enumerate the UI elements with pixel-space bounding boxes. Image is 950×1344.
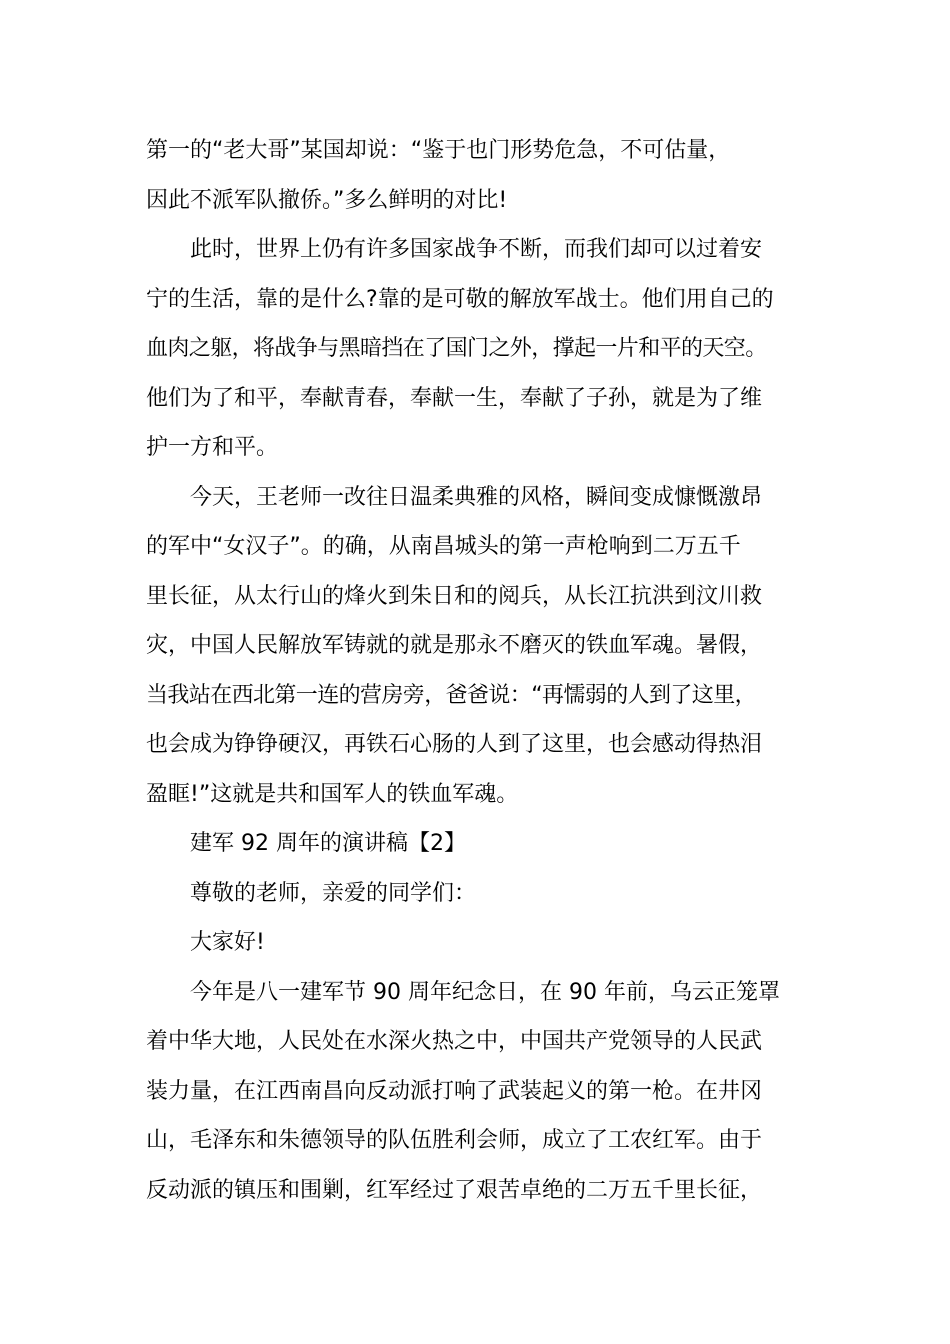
- text-line: 因此不派军队撤侨。”多么鲜明的对比!: [146, 187, 508, 213]
- text-line: 也会成为铮铮硬汉，再铁石心肠的人到了这里，也会感动得热泪: [146, 732, 763, 757]
- text-line: 第一的“老大哥”某国却说：“鉴于也门形势危急，不可估量，: [146, 138, 731, 163]
- text-line: 反动派的镇压和围剿，红军经过了艰苦卓绝的二万五千里长征，: [146, 1177, 763, 1203]
- text-line: 当我站在西北第一连的营房旁，爸爸说：“再懦弱的人到了这里，: [146, 682, 756, 708]
- text-line: 盈眶!”这就是共和国军人的铁血军魂。: [146, 781, 519, 807]
- section-heading: 建军 92 周年的演讲稿【2】: [190, 831, 466, 856]
- text-line: 护一方和平。: [146, 435, 279, 460]
- text-line: 里长征，从太行山的烽火到朱日和的阅兵，从长江抗洪到汶川救: [146, 583, 763, 609]
- greeting-line: 大家好!: [190, 930, 265, 955]
- document-body: [146, 126, 806, 1215]
- salutation-line: 尊敬的老师，亲爱的同学们：: [190, 880, 477, 906]
- text-line: 装力量，在江西南昌向反动派打响了武装起义的第一枪。在井冈: [146, 1078, 763, 1104]
- text-line: 他们为了和平，奉献青春，奉献一生，奉献了子孙，就是为了维: [146, 385, 763, 411]
- text-line: 着中华大地，人民处在水深火热之中，中国共产党领导的人民武: [146, 1029, 763, 1054]
- paragraph-start-line: 此时，世界上仍有许多国家战争不断，而我们却可以过着安: [190, 237, 763, 262]
- text-line: 宁的生活，靠的是什么?靠的是可敬的解放军战士。他们用自己的: [146, 286, 774, 312]
- text-line: 灾，中国人民解放军铸就的就是那永不磨灭的铁血军魂。暑假，: [146, 633, 763, 658]
- text-line: 血肉之躯，将战争与黑暗挡在了国门之外，撑起一片和平的天空。: [146, 336, 767, 361]
- paragraph-start-line: 今年是八一建军节 90 周年纪念日，在 90 年前，乌云正笼罩: [190, 979, 780, 1005]
- text-line: 的军中“女汉子”。的确，从南昌城头的第一声枪响到二万五千: [146, 534, 741, 559]
- text-line: 山，毛泽东和朱德领导的队伍胜利会师，成立了工农红军。由于: [146, 1128, 763, 1153]
- paragraph-start-line: 今天，王老师一改往日温柔典雅的风格，瞬间变成慷慨激昂: [190, 484, 763, 510]
